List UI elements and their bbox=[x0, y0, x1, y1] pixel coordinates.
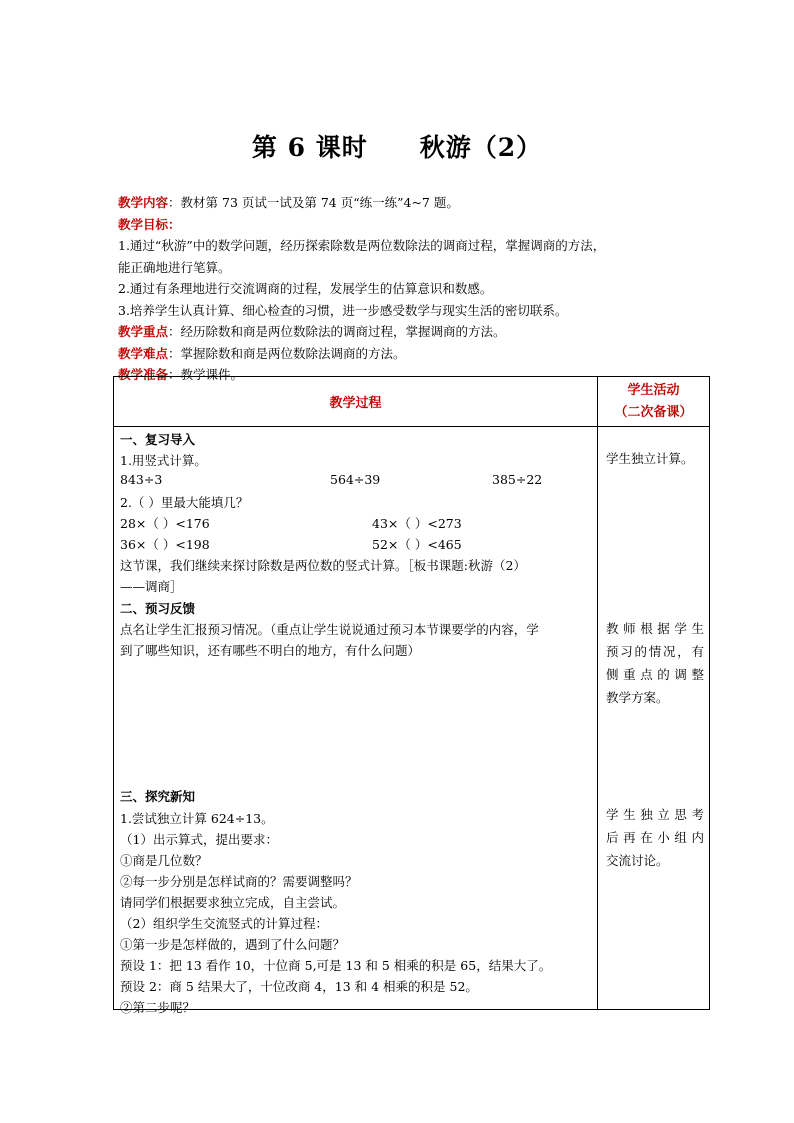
process-cell: 一、复习导入 1.用竖式计算。 843÷3 564÷39 385÷22 2.（ ）里最大能填几？ 28×（ ）<176 43×（ ）<273 36×（ ）<198 52×（ ）<465 这节课，我们继续来探讨除数是两位数的竖式计算。［板书课题:秋游（2） ——调商］ 二、预习反馈 点名让学生汇报预习情况。（重点让学生说说通过预习本节课要学的内容，学 到了哪些知识，还有哪些不明白的地方，有什么问题） 三、探究新知 1.尝试独立计算 624÷13。 （1）出示算式，提出要求： ①商是几位数？ ②每一步分别是怎样试商的？需要调整吗？ 请同学们根据要求独立完成，自主尝试。 （2）组织学生交流竖式的计算过程： ①第一步是怎样做的，遇到了什么问题？ 预设 1：把 13 看作 10，十位商 5,可是 13 和 5 相乘的积是 65，结果大了。 预设 2：商 5 结果大了，十位改商 4，13 和 4 相乘的积是 52。 ②第二步呢？ bbox=[114, 427, 598, 1010]
lesson-header bbox=[118, 192, 718, 386]
content-line bbox=[118, 192, 718, 214]
section-preview-title: 二、预习反馈 bbox=[120, 601, 196, 616]
goal-1a: 1.通过“秋游”中的数学问题，经历探索除数是两位数除法的调商过程，掌握调商的方法， bbox=[118, 238, 606, 253]
section-explore-title: 三、探究新知 bbox=[120, 789, 196, 804]
lesson-table bbox=[113, 376, 710, 1015]
lesson-number: 第 6 课时 bbox=[251, 133, 368, 162]
goal-1b: 能正确地进行笔算。 bbox=[118, 259, 231, 275]
key-point-label: 教学重点 bbox=[118, 324, 169, 339]
goal-2: 2.通过有条理地进行交流调商的过程，发展学生的估算意识和数感。 bbox=[118, 281, 493, 296]
goal-3: 3.培养学生认真计算、细心检查的习惯，进一步感受数学与现实生活的密切联系。 bbox=[118, 302, 568, 318]
section-review-title: 一、复习导入 bbox=[120, 432, 196, 447]
table-head-process: 教学过程 bbox=[114, 377, 598, 427]
content-label: 教学内容 bbox=[118, 195, 169, 210]
goals-label: 教学目标 bbox=[118, 216, 169, 232]
difficulty-label: 教学难点 bbox=[118, 345, 169, 361]
difficulty-line: 教学难点：掌握除数和商是两位数除法调商的方法。 bbox=[118, 345, 406, 361]
lesson-topic: 秋游（2） bbox=[419, 133, 543, 162]
goals-line: 教学目标： bbox=[118, 216, 181, 232]
table-head-activity: 学生活动 （二次备课） bbox=[598, 377, 710, 427]
activity-cell: 学生独立计算。 教师根据学生 预习的情况，有 侧重点的调整 教学方案。 学生独立思考 后再在小组内 交流讨论。 bbox=[598, 427, 710, 1010]
key-point-line: 教学重点：经历除数和商是两位数除法的调商过程，掌握调商的方法。 bbox=[118, 324, 506, 339]
preparation-label: 教学准备 bbox=[118, 367, 169, 382]
content-text: ：教材第 73 页试一试及第 74 页“练一练”4~7 题。 bbox=[168, 195, 459, 210]
page-title bbox=[0, 128, 794, 164]
preparation-line: 教学准备：教学课件。 bbox=[118, 367, 244, 382]
